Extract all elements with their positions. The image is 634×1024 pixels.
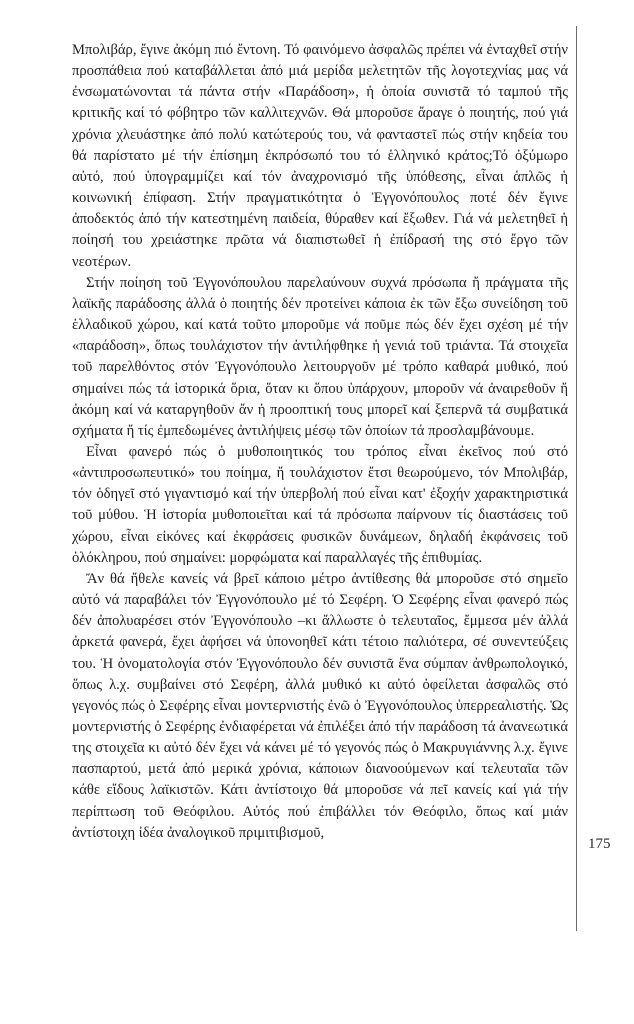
margin-rule — [576, 26, 577, 931]
paragraph-3: Εἶναι φανερό πώς ὁ μυθοποιητικός του τρόπος εἶναι ἐκεῖνος πού στό «ἀντιπροσωπευτικό» του ποίημα, ἤ τουλάχιστον ἔτσι θεωρούμενο, τόν Μπολιβάρ, τόν ὁδηγεῖ στό γιγαντισμό καί τήν ὑπερβολή πού εἶναι κατ' ἐξοχήν χαρακτηριστικά τοῦ μύθου. Ἡ ἱστορία μυθοποιεῖται καί τά πρόσωπα παίρνουν τίς διαστάσεις τοῦ χώρου, εἶναι εἰκόνες καί ἐκφράσεις φυσικῶν δυνάμεων, δηλαδή ἐκφάνσεις τοῦ ὁλόκληρου, πού σημαίνει: μορφώματα καί παραλλαγές τῆς ἐπιθυμίας. — [72, 443, 568, 566]
page-number: 175 — [588, 836, 611, 852]
body-text — [72, 40, 568, 844]
paragraph-1: Μπολιβάρ, ἔγινε ἀκόμη πιό ἔντονη. Τό φαινόμενο ἀσφαλῶς πρέπει νά ἐνταχθεῖ στήν προσπάθεια πού καταβάλλεται ἀπό μιά μερίδα μελετητῶν τῆς λογοτεχνίας μας νά ἐνσωματώνονται τά πάντα στήν «Παράδοση», ἡ ὁποία συνιστᾶ τό ταμπού τῆς κριτικῆς καί τό φόβητρο τῶν καλλιτεχνῶν. Θά μποροῦσε ἄραγε ὁ ποιητής, πού γιά χρόνια χλευάστηκε ἀπό πολύ κατώτερούς του, νά φανταστεῖ πώς στήν κηδεία του θά παρίστατο μέ τήν ἐπίσημη ἐκπρόσωπό του τό ἑλληνικό κράτος;Τό ὀξύμωρο αὐτό, πού ὑπογραμμίζει καί τόν ἀναχρονισμό τῆς ὑπόθεσης, εἶναι ἁπλῶς ἡ κοινωνική ἐπίφαση. Στήν πραγματικότητα ὁ Ἐγγονόπουλος ποτέ δέν ἔγινε ἀποδεκτός ἀπό τήν κατεστημένη παιδεία, θύραθεν καί ἔξωθεν. Γιά νά μελετηθεῖ ἡ ποίησή του χρειάστηκε πρῶτα νά διαπιστωθεῖ ἡ ἐπίδρασή της στό ἔργο τῶν νεοτέρων. — [72, 42, 568, 270]
paragraph-4: Ἄν θά ἤθελε κανείς νά βρεῖ κάποιο μέτρο ἀντίθεσης θά μποροῦσε στό σημεῖο αὐτό νά παραβάλει τόν Ἐγγονόπουλο μέ τό Σεφέρη. Ὁ Σεφέρης εἶναι φανερό πώς δέν ἀπολυαρέσει στόν Ἐγγονόπουλο –κι ἄλλωστε ὁ τελευταῖος, ἔμμεσα μέν ἀλλά ἀρκετά φανερά, ἔχει ἀφήσει νά ὑπονοηθεῖ κάτι τέτοιο παλιότερα, σέ συνεντεύξεις του. Ἡ ὀνοματολογία στόν Ἐγγονόπουλο δέν συνιστᾶ ἕνα σύμπαν ἀνθρωπολογικό, ὅπως λ.χ. συμβαίνει στό Σεφέρη, ἀλλά μυθικό κι αὐτό ὀφείλεται ἀσφαλῶς στό γεγονός πώς ὁ Σεφέρης εἶναι μοντερνιστής ἐνῶ ὁ Ἐγγονόπουλος ὑπερρεαλιστής. Ὡς μοντερνιστής ὁ Σεφέρης ἐνδιαφέρεται νά ἐπιλέξει ἀπό τήν παράδοση τά ἀνανεωτικά της στοιχεῖα κι αὐτό δέν ἔχει νά κάνει μέ τό γεγονός πώς ὁ Μακρυγιάννης λ.χ. ἔγινε πασπαρτού, μετά ἀπό μερικά χρόνια, κάποιων διανοούμενων καί τελευταῖα τῶν κάθε εἴδους λαϊκιστῶν. Κάτι ἀντίστοιχο θά μποροῦσε νά πεῖ κανείς καί γιά τήν περίπτωση τοῦ Θεόφιλου. Αὐτός πού ἐπιβάλλει τόν Θεόφιλο, ὅπως καί μιάν ἀντίστοιχη ἰδέα ἀναλογικοῦ πριμιτιβισμοῦ, — [72, 570, 568, 841]
paragraph-2: Στήν ποίηση τοῦ Ἐγγονόπουλου παρελαύνουν συχνά πρόσωπα ἤ πράγματα τῆς λαϊκῆς παράδοσης ἀλλά ὁ ποιητής δέν προτείνει κάποια ἐκ τῶν ἔξω συνείδηση τοῦ ἑλλαδικοῦ χώρου, καί κατά τοῦτο μποροῦμε νά ποῦμε πώς δέν ἔχει σχέση μέ τήν «παράδοση», ὅπως τουλάχιστον τήν ἀντιλήφθηκε ἡ γενιά τοῦ τριάντα. Τά στοιχεῖα τοῦ παρελθόντος στόν Ἐγγονόπουλο λειτουργοῦν μέ τρόπο καθαρά μυθικό, πού σημαίνει πώς τά ἱστορικά ὅρια, ὅταν κι ὅπου ὑπάρχουν, μποροῦν νά ἀναιρεθοῦν ἤ ἀκόμη καί νά καταργηθοῦν ἄν ἡ προοπτική τους μπορεῖ καί ξεπερνᾶ τά συμβατικά σχήματα ἤ τίς ἐμπεδωμένες ἀντιλήψεις μέσῳ τῶν ὁποίων τά προσλαμβάνουμε. — [72, 274, 568, 439]
